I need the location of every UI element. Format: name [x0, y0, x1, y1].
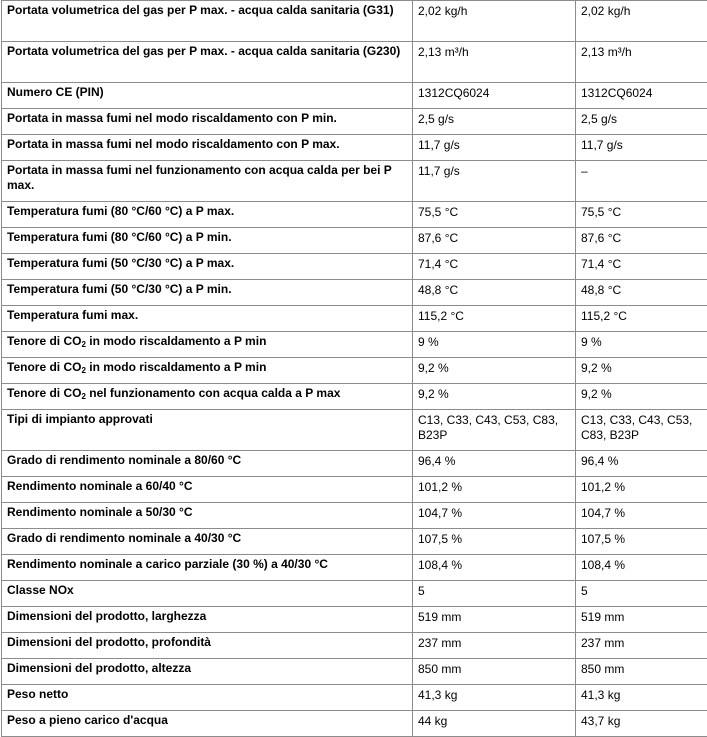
parameter-label-text: nel funzionamento con acqua calda a P max: [86, 386, 341, 400]
parameter-label-text: in modo riscaldamento a P min: [86, 334, 267, 348]
value-column-2: 71,4 °C: [576, 254, 707, 280]
parameter-label: Portata in massa fumi nel funzionamento con acqua calda per bei P max.: [2, 161, 413, 202]
value-column-2: C13, C33, C43, C53, C83, B23P: [576, 410, 707, 451]
value-column-2: 5: [576, 581, 707, 607]
table-row: [2, 332, 707, 358]
value-column-1: 75,5 °C: [413, 202, 576, 228]
parameter-label: Numero CE (PIN): [2, 83, 413, 109]
value-column-2: 101,2 %: [576, 477, 707, 503]
value-column-1: 115,2 °C: [413, 306, 576, 332]
value-column-1: 2,02 kg/h: [413, 1, 576, 42]
table-row: [2, 228, 707, 254]
table-row: [2, 202, 707, 228]
table-row: [2, 1, 707, 42]
parameter-label-subscript: 2: [81, 366, 85, 375]
value-column-1: 71,4 °C: [413, 254, 576, 280]
parameter-label-text: in modo riscaldamento a P min: [86, 360, 267, 374]
parameter-label: Portata volumetrica del gas per P max. - acqua calda sanitaria (G230): [2, 42, 413, 83]
value-column-1: 44 kg: [413, 711, 576, 737]
table-row: [2, 529, 707, 555]
value-column-2: 9 %: [576, 332, 707, 358]
value-column-2: –: [576, 161, 707, 202]
value-column-2: 108,4 %: [576, 555, 707, 581]
value-column-2: 2,02 kg/h: [576, 1, 707, 42]
table-row: [2, 711, 707, 737]
parameter-label: Dimensioni del prodotto, altezza: [2, 659, 413, 685]
value-column-2: 96,4 %: [576, 451, 707, 477]
value-column-1: 850 mm: [413, 659, 576, 685]
value-column-2: 48,8 °C: [576, 280, 707, 306]
specifications-table-body: [2, 1, 707, 737]
parameter-label: Temperatura fumi (80 °C/60 °C) a P max.: [2, 202, 413, 228]
table-row: [2, 254, 707, 280]
value-column-2: 104,7 %: [576, 503, 707, 529]
table-row: [2, 83, 707, 109]
value-column-1: 87,6 °C: [413, 228, 576, 254]
parameter-label: Classe NOx: [2, 581, 413, 607]
parameter-label-text: Tenore di CO: [7, 360, 81, 374]
table-row: [2, 135, 707, 161]
value-column-2: 9,2 %: [576, 358, 707, 384]
parameter-label: [2, 332, 413, 358]
value-column-1: 96,4 %: [413, 451, 576, 477]
parameter-label: Portata in massa fumi nel modo riscaldamento con P min.: [2, 109, 413, 135]
value-column-1: 2,13 m³/h: [413, 42, 576, 83]
value-column-2: 87,6 °C: [576, 228, 707, 254]
parameter-label-text: Tenore di CO: [7, 386, 81, 400]
table-row: [2, 410, 707, 451]
value-column-2: 43,7 kg: [576, 711, 707, 737]
parameter-label: Rendimento nominale a 60/40 °C: [2, 477, 413, 503]
value-column-1: 519 mm: [413, 607, 576, 633]
value-column-1: 11,7 g/s: [413, 135, 576, 161]
value-column-1: 101,2 %: [413, 477, 576, 503]
table-row: [2, 109, 707, 135]
parameter-label-subscript: 2: [81, 392, 85, 401]
value-column-2: 850 mm: [576, 659, 707, 685]
value-column-2: 9,2 %: [576, 384, 707, 410]
parameter-label: Temperatura fumi (50 °C/30 °C) a P max.: [2, 254, 413, 280]
value-column-1: 5: [413, 581, 576, 607]
parameter-label: Temperatura fumi (80 °C/60 °C) a P min.: [2, 228, 413, 254]
parameter-label: Peso a pieno carico d'acqua: [2, 711, 413, 737]
table-row: [2, 685, 707, 711]
parameter-label: Tipi di impianto approvati: [2, 410, 413, 451]
parameter-label: Grado di rendimento nominale a 80/60 °C: [2, 451, 413, 477]
table-row: [2, 384, 707, 410]
parameter-label: Temperatura fumi (50 °C/30 °C) a P min.: [2, 280, 413, 306]
value-column-1: 108,4 %: [413, 555, 576, 581]
value-column-2: 41,3 kg: [576, 685, 707, 711]
table-row: [2, 358, 707, 384]
value-column-2: 2,5 g/s: [576, 109, 707, 135]
value-column-1: 48,8 °C: [413, 280, 576, 306]
value-column-2: 519 mm: [576, 607, 707, 633]
parameter-label: Portata in massa fumi nel modo riscaldamento con P max.: [2, 135, 413, 161]
table-row: [2, 581, 707, 607]
value-column-2: 11,7 g/s: [576, 135, 707, 161]
table-row: [2, 451, 707, 477]
parameter-label: Dimensioni del prodotto, profondità: [2, 633, 413, 659]
parameter-label: Peso netto: [2, 685, 413, 711]
table-row: [2, 555, 707, 581]
value-column-1: 9 %: [413, 332, 576, 358]
table-row: [2, 659, 707, 685]
parameter-label-text: Tenore di CO: [7, 334, 81, 348]
value-column-1: 107,5 %: [413, 529, 576, 555]
value-column-1: 237 mm: [413, 633, 576, 659]
table-row: [2, 161, 707, 202]
parameter-label: [2, 358, 413, 384]
value-column-2: 2,13 m³/h: [576, 42, 707, 83]
parameter-label: Portata volumetrica del gas per P max. - acqua calda sanitaria (G31): [2, 1, 413, 42]
value-column-1: 41,3 kg: [413, 685, 576, 711]
parameter-label: Rendimento nominale a carico parziale (30 %) a 40/30 °C: [2, 555, 413, 581]
value-column-1: 9,2 %: [413, 384, 576, 410]
table-row: [2, 306, 707, 332]
parameter-label: Dimensioni del prodotto, larghezza: [2, 607, 413, 633]
parameter-label-subscript: 2: [81, 340, 85, 349]
value-column-2: 107,5 %: [576, 529, 707, 555]
table-row: [2, 42, 707, 83]
value-column-1: 9,2 %: [413, 358, 576, 384]
value-column-1: 1312CQ6024: [413, 83, 576, 109]
value-column-1: C13, C33, C43, C53, C83, B23P: [413, 410, 576, 451]
table-row: [2, 633, 707, 659]
value-column-1: 2,5 g/s: [413, 109, 576, 135]
value-column-2: 75,5 °C: [576, 202, 707, 228]
parameter-label: Temperatura fumi max.: [2, 306, 413, 332]
value-column-1: 104,7 %: [413, 503, 576, 529]
value-column-2: 1312CQ6024: [576, 83, 707, 109]
value-column-2: 115,2 °C: [576, 306, 707, 332]
value-column-2: 237 mm: [576, 633, 707, 659]
value-column-1: 11,7 g/s: [413, 161, 576, 202]
table-row: [2, 477, 707, 503]
parameter-label: [2, 384, 413, 410]
parameter-label: Rendimento nominale a 50/30 °C: [2, 503, 413, 529]
table-row: [2, 503, 707, 529]
specifications-table: [1, 0, 707, 737]
table-row: [2, 607, 707, 633]
parameter-label: Grado di rendimento nominale a 40/30 °C: [2, 529, 413, 555]
table-row: [2, 280, 707, 306]
